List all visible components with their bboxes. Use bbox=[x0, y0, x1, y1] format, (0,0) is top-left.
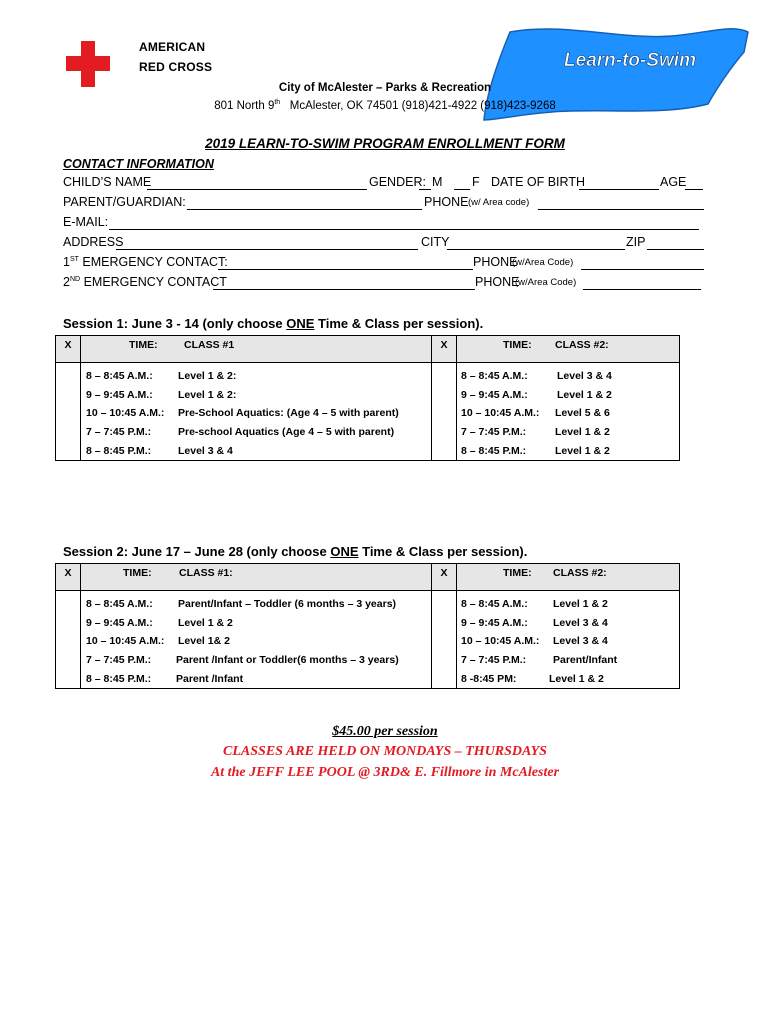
table-row: 8 – 8:45 P.M.: Level 1 & 2 bbox=[461, 444, 610, 457]
address-line: 801 North 9th McAlester, OK 74501 (918)421-4922 (918)423-9268 bbox=[214, 99, 556, 112]
emergency1-phone-field[interactable] bbox=[581, 255, 704, 270]
emergency2-phone-field[interactable] bbox=[583, 275, 701, 290]
session1-x-header: X bbox=[56, 336, 81, 363]
session1-time2-header: TIME: bbox=[503, 339, 532, 351]
table-row: 8 – 8:45 A.M.: Level 1 & 2 bbox=[461, 598, 608, 610]
age-label: AGE bbox=[660, 175, 687, 189]
city-label: CITY bbox=[421, 235, 450, 249]
table-row: 9 – 9:45 A.M.: Level 1 & 2 bbox=[86, 616, 233, 629]
table-row: 9 – 9:45 A.M.: Level 1 & 2: bbox=[86, 388, 237, 401]
gender-label: GENDER: bbox=[369, 175, 426, 189]
address-row bbox=[63, 235, 708, 253]
email-label: E-MAIL: bbox=[63, 215, 109, 229]
form-title: 2019 LEARN-TO-SWIM PROGRAM ENROLLMENT FORM bbox=[205, 136, 565, 151]
table-row: 10 – 10:45 A.M.: Level 1& 2 bbox=[86, 635, 230, 648]
email-row bbox=[63, 215, 708, 233]
table-row: 7 – 7:45 P.M.: Parent /Infant or Toddler(6 months – 3 years) bbox=[86, 654, 399, 667]
gender-f-field[interactable] bbox=[454, 175, 470, 190]
age-field[interactable] bbox=[685, 175, 703, 190]
emergency1-label: 1ST EMERGENCY CONTACT: bbox=[63, 255, 228, 269]
emergency1-phone-label: PHONE bbox=[473, 255, 518, 269]
parent-field[interactable] bbox=[187, 195, 422, 210]
email-field[interactable] bbox=[109, 215, 699, 230]
table-row: 10 – 10:45 A.M.: Level 5 & 6 bbox=[461, 407, 610, 420]
gender-m-field[interactable] bbox=[419, 175, 431, 190]
table-row: 8 – 8:45 A.M.: Parent/Infant – Toddler (6 months – 3 years) bbox=[86, 598, 397, 610]
session1-title: Session 1: June 3 - 14 (only choose ONE Time & Class per session). bbox=[63, 316, 484, 331]
table-row: 10 – 10:45 A.M.: Level 3 & 4 bbox=[461, 635, 608, 648]
table-row: 8 – 8:45 P.M.: Parent /Infant bbox=[86, 672, 244, 685]
session2-time1-header: TIME: bbox=[123, 567, 152, 579]
city-field[interactable] bbox=[447, 235, 625, 250]
session2-x-header: X bbox=[56, 564, 81, 591]
session1-class1-header: CLASS #1 bbox=[184, 339, 235, 351]
table-row: 8 – 8:45 P.M.: Level 3 & 4 bbox=[86, 444, 233, 457]
session1-right-select[interactable] bbox=[432, 363, 457, 461]
phone-field[interactable] bbox=[538, 195, 704, 210]
red-cross-logo-icon bbox=[66, 41, 110, 87]
dob-field[interactable] bbox=[579, 175, 659, 190]
emergency1-row bbox=[63, 255, 708, 273]
emergency2-phone-note: (w/Area Code) bbox=[515, 277, 577, 288]
session2-time2-header: TIME: bbox=[503, 567, 532, 579]
emergency2-row bbox=[63, 275, 708, 293]
session1-x2-header: X bbox=[432, 336, 457, 363]
table-row: 9 – 9:45 A.M.: Level 3 & 4 bbox=[461, 616, 608, 629]
table-row: 7 – 7:45 P.M.: Pre-school Aquatics (Age 4 – 5 with parent) bbox=[86, 426, 395, 439]
session2-right-select[interactable] bbox=[432, 591, 457, 689]
phone-label: PHONE bbox=[424, 195, 469, 209]
emergency1-phone-note: (w/Area Code) bbox=[512, 257, 574, 268]
table-row: 8 -8:45 PM: Level 1 & 2 bbox=[461, 672, 604, 685]
session2-class1-header: CLASS #1: bbox=[179, 567, 233, 579]
table-row: 7 – 7:45 P.M.: Level 1 & 2 bbox=[461, 426, 610, 439]
emergency2-field[interactable] bbox=[213, 275, 475, 290]
class-days-text: CLASSES ARE HELD ON MONDAYS – THURSDAYS bbox=[223, 744, 547, 759]
department-line: City of McAlester – Parks & Recreation bbox=[278, 82, 492, 94]
emergency2-label: 2ND EMERGENCY CONTACT bbox=[63, 275, 227, 289]
session2-left-select[interactable] bbox=[56, 591, 81, 689]
table-row: 9 – 9:45 A.M.: Level 1 & 2 bbox=[461, 388, 612, 401]
zip-label: ZIP bbox=[626, 235, 646, 249]
session1-class2-header: CLASS #2: bbox=[555, 339, 609, 351]
banner-text: Learn-to-Swim bbox=[564, 50, 696, 71]
session1-time1-header: TIME: bbox=[129, 339, 158, 351]
table-row: 8 – 8:45 A.M.: Level 3 & 4 bbox=[461, 370, 612, 382]
contact-section-title: CONTACT INFORMATION bbox=[63, 157, 214, 171]
child-name-field[interactable] bbox=[147, 175, 367, 190]
session2-x2-header: X bbox=[432, 564, 457, 591]
child-info-row bbox=[63, 175, 708, 193]
emergency2-phone-label: PHONE bbox=[475, 275, 520, 289]
session2-title: Session 2: June 17 – June 28 (only choose ONE Time & Class per session). bbox=[63, 544, 528, 559]
child-name-label: CHILD’S NAME bbox=[63, 175, 152, 189]
table-row: 7 – 7:45 P.M.: Parent/Infant bbox=[461, 654, 618, 667]
price-text: $45.00 per session bbox=[332, 724, 438, 739]
table-row: 8 – 8:45 A.M.: Level 1 & 2: bbox=[86, 370, 237, 382]
gender-f-label: F bbox=[472, 175, 480, 189]
session2-class2-header: CLASS #2: bbox=[553, 567, 607, 579]
phone-note: (w/ Area code) bbox=[468, 197, 530, 208]
address-label: ADDRESS bbox=[63, 235, 124, 249]
org-name-line2: RED CROSS bbox=[139, 60, 213, 74]
emergency1-field[interactable] bbox=[218, 255, 473, 270]
zip-field[interactable] bbox=[647, 235, 704, 250]
session1-table bbox=[55, 335, 680, 461]
location-text: At the JEFF LEE POOL @ 3RD& E. Fillmore in McAlester bbox=[210, 765, 560, 780]
parent-row bbox=[63, 195, 708, 213]
table-row: 10 – 10:45 A.M.: Pre-School Aquatics: (Age 4 – 5 with parent) bbox=[86, 407, 399, 420]
dob-label: DATE OF BIRTH bbox=[491, 175, 585, 189]
gender-m-label: M bbox=[432, 175, 443, 189]
session2-table bbox=[55, 563, 680, 689]
org-name-line1: AMERICAN bbox=[139, 40, 206, 54]
parent-label: PARENT/GUARDIAN: bbox=[63, 195, 186, 209]
session1-left-select[interactable] bbox=[56, 363, 81, 461]
address-field[interactable] bbox=[116, 235, 418, 250]
